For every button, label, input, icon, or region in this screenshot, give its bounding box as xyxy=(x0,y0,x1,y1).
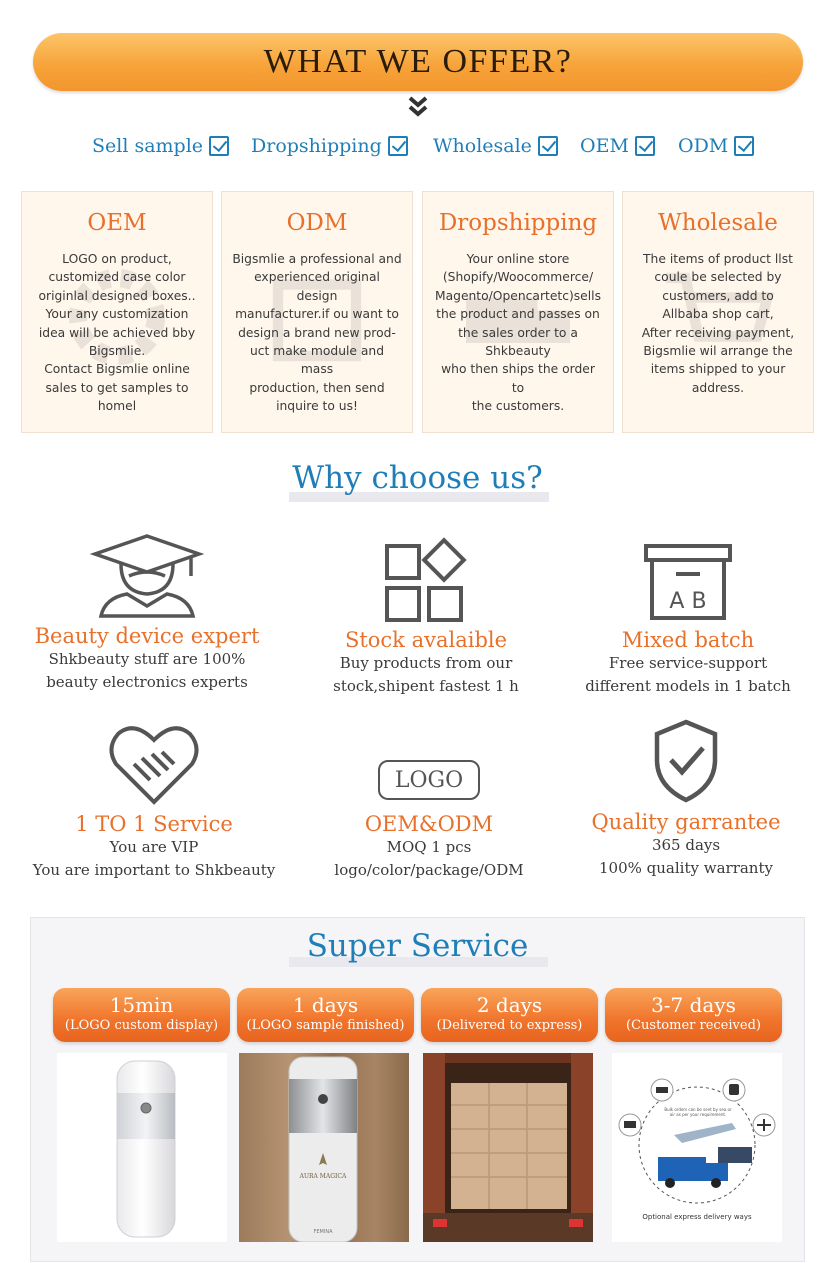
feature-title: Quality garrantee xyxy=(591,810,781,834)
option-dropshipping[interactable] xyxy=(251,135,408,157)
photo-delivery-ways xyxy=(612,1053,782,1242)
offer-title: Wholesale xyxy=(658,210,778,236)
feature-title: Mixed batch xyxy=(621,628,755,652)
feature-line: MOQ 1 pcs xyxy=(386,838,472,856)
silver-sprayer-image xyxy=(239,1053,409,1242)
option-label: Dropshipping xyxy=(251,135,382,157)
photo-product-white xyxy=(57,1053,227,1242)
offer-title: WHAT WE OFFER? xyxy=(263,43,573,80)
feature-line: logo/color/package/ODM xyxy=(334,861,524,879)
service-step-4 xyxy=(605,988,782,1042)
checkbox-checked-icon xyxy=(388,136,408,156)
checkbox-checked-icon xyxy=(209,136,229,156)
service-title: Super Service xyxy=(306,928,529,964)
offer-text: LOGO on product, customized case color originlal designed boxes.. Your any customization idea will be achieved bby Bigsmlie. Contact Bigsmlie online sales to get samples to homel xyxy=(38,252,196,414)
feature-mixed-batch xyxy=(549,532,827,698)
service-step-3 xyxy=(421,988,598,1042)
ab-box-icon xyxy=(642,538,734,622)
step-desc: (Delivered to express) xyxy=(436,1018,583,1033)
feature-line: different models in 1 batch xyxy=(585,677,791,695)
offer-title: Dropshipping xyxy=(438,210,598,236)
feature-line: beauty electronics experts xyxy=(46,673,248,691)
logo-badge-icon xyxy=(378,760,480,800)
product-model-text: FEMINA xyxy=(313,1229,333,1235)
offer-card-dropshipping xyxy=(422,191,614,433)
why-title: Why choose us? xyxy=(292,460,543,496)
offer-card-wholesale xyxy=(622,191,814,433)
feature-title: Beauty device expert xyxy=(34,624,260,648)
feature-line: stock,shipent fastest 1 h xyxy=(333,677,519,695)
handshake-heart-icon xyxy=(108,718,200,806)
option-oem[interactable] xyxy=(580,135,655,157)
step-time: 15min xyxy=(109,993,174,1017)
offer-title: ODM xyxy=(286,210,348,236)
feature-quality xyxy=(547,714,825,880)
offer-card-oem xyxy=(21,191,213,433)
photo-container-loading xyxy=(423,1053,593,1242)
service-step-2 xyxy=(237,988,414,1042)
feature-service xyxy=(15,716,293,882)
feature-line: 100% quality warranty xyxy=(599,859,773,877)
step-desc: (LOGO custom display) xyxy=(64,1018,219,1033)
feature-line: Free service-support xyxy=(608,654,768,672)
offer-title: OEM xyxy=(87,210,147,236)
container-boxes-image xyxy=(423,1053,593,1242)
offer-text: Your online store (Shopify/Woocommerce/ Magento/Opencartetc)sells the product and passes on the sales order to a Shkbeauty who then ships the order to the customers. xyxy=(435,252,601,414)
service-step-1 xyxy=(53,988,230,1042)
feature-stock xyxy=(287,532,565,698)
checkbox-checked-icon xyxy=(635,136,655,156)
option-label: Wholesale xyxy=(433,135,532,157)
step-time: 3-7 days xyxy=(651,993,736,1017)
feature-line: Buy products from our xyxy=(339,654,513,672)
offer-text: Bigsmlie a professional and experienced original design manufacturer.if ou want to design a brand new prod- uct make module and mass production, then send inquire to us! xyxy=(232,252,402,414)
offer-text: The items of product llst coule be selected by customers, add to Allbaba shop cart, After receiving payment, Bigsmlie wil arrange the items shipped to your address. xyxy=(641,252,795,395)
white-mist-sprayer-image xyxy=(57,1053,227,1242)
feature-line: Shkbeauty stuff are 100% xyxy=(48,650,246,668)
option-label: OEM xyxy=(580,135,629,157)
svg-text:A B: A B xyxy=(669,589,707,614)
option-wholesale[interactable] xyxy=(433,135,558,157)
photo-product-sample xyxy=(239,1053,409,1242)
offer-card-odm xyxy=(221,191,413,433)
feature-line: You are important to Shkbeauty xyxy=(32,861,276,879)
graduate-icon xyxy=(87,532,207,618)
feature-line: 365 days xyxy=(651,836,721,854)
feature-title: 1 TO 1 Service xyxy=(75,812,233,836)
double-chevron-down-icon xyxy=(407,96,429,118)
shield-check-icon xyxy=(651,718,721,804)
option-sell-sample[interactable] xyxy=(92,135,229,157)
feature-expert xyxy=(8,528,286,694)
product-brand-text: AURA MAGICA xyxy=(299,1173,347,1180)
step-time: 1 days xyxy=(292,993,359,1017)
step-desc: (Customer received) xyxy=(626,1018,761,1033)
logo-badge-text: LOGO xyxy=(394,767,464,793)
feature-oem-odm xyxy=(290,716,568,882)
delivery-note-text: Bulk orders can be sent by sea or air as per your requirement. xyxy=(664,1107,732,1117)
feature-line: You are VIP xyxy=(109,838,199,856)
blocks-icon xyxy=(383,536,469,622)
checkbox-checked-icon xyxy=(538,136,558,156)
checkbox-checked-icon xyxy=(734,136,754,156)
option-label: Sell sample xyxy=(92,135,204,157)
sell-options xyxy=(0,135,835,165)
step-time: 2 days xyxy=(476,993,543,1017)
feature-title: Stock avalaible xyxy=(344,628,508,652)
delivery-caption: Optional express delivery ways xyxy=(642,1213,752,1221)
offer-banner xyxy=(33,33,803,91)
option-odm[interactable] xyxy=(678,135,754,157)
feature-title: OEM&ODM xyxy=(364,812,494,836)
step-desc: (LOGO sample finished) xyxy=(246,1018,405,1033)
option-label: ODM xyxy=(678,135,729,157)
